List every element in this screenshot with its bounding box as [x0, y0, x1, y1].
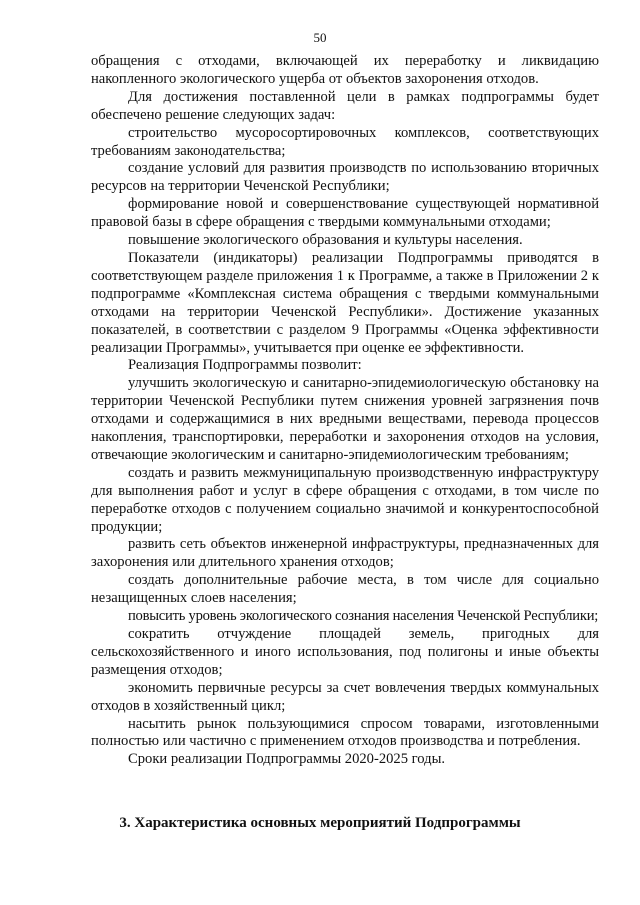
outcome-item-jobs: создать дополнительные рабочие места, в том числе для социально незащищенных слоев населения; — [91, 572, 599, 607]
outcome-item-ecology: улучшить экологическую и санитарно-эпидемиологическую обстановку на территории Чеченской Республики путем снижения уровней загрязнения почв отходами и содержащимися в них вредными веществами, перевода процессов накопления, транспортировки, переработки и захоронения отходов на условия, отвечающие экологическим и санитарно-эпидемиологическим требованиям; — [91, 375, 599, 463]
paragraph-indicators: Показатели (индикаторы) реализации Подпрограммы приводятся в соответствующем разделе приложения 1 к Программе, а также в Приложении 2 к подпрограмме «Комплексная система обращения с твердыми коммунальными отходами на территории Чеченской Республики». Достижение указанных показателей, в соответствии с разделом 9 Программы «Оценка эффективности реализации Программы», учитывается при оценке ее эффективности. — [91, 249, 599, 356]
paragraph-goal-intro: Для достижения поставленной цели в рамках подпрограммы будет обеспечено решение следующих задач: — [91, 88, 599, 123]
outcome-item-land: сократить отчуждение площадей земель, пригодных для сельскохозяйственного и иного использования, под полигоны и иные объекты размещения отходов; — [91, 626, 599, 678]
body-text — [91, 53, 599, 769]
paragraph-outcomes-intro: Реализация Подпрограммы позволит: — [128, 357, 362, 374]
task-item-sorting-complexes: строительство мусоросортировочных комплексов, соответствующих требованиям законодательства; — [91, 124, 599, 159]
task-item-ecological-education: повышение экологического образования и культуры населения. — [128, 232, 523, 249]
page-number: 50 — [313, 30, 327, 45]
paragraph-timeline: Сроки реализации Подпрограммы 2020-2025 годы. — [128, 751, 446, 768]
outcome-item-infrastructure: создать и развить межмуниципальную производственную инфраструктуру для выполнения работ и услуг в сфере обращения с отходами, в том числе по переработке отходов с получением социально значимой и конкурентоспособной продукции; — [91, 464, 599, 535]
outcome-item-market: насытить рынок пользующимися спросом товарами, изготовленными полностью или частично с применением отходов производства и потребления. — [91, 715, 599, 750]
task-item-regulatory-base: формирование новой и совершенствование существующей нормативной правовой базы в сфере обращения с твердыми коммунальными отходами; — [91, 196, 599, 231]
outcome-item-resources: экономить первичные ресурсы за счет вовлечения твердых коммунальных отходов в хозяйственный цикл; — [91, 679, 599, 714]
outcome-item-awareness: повысить уровень экологического сознания населения Чеченской Республики; — [128, 608, 599, 625]
section-heading: 3. Характеристика основных мероприятий Подпрограммы — [119, 815, 521, 831]
task-item-secondary-resources: создание условий для развития производств по использованию вторичных ресурсов на территории Чеченской Республики; — [91, 160, 599, 195]
paragraph-continuation: обращения с отходами, включающей их переработку и ликвидацию накопленного экологического ущерба от объектов захоронения отходов. — [91, 53, 599, 87]
outcome-item-engineering-network: развить сеть объектов инженерной инфраструктуры, предназначенных для захоронения или длительного хранения отходов; — [91, 536, 599, 571]
